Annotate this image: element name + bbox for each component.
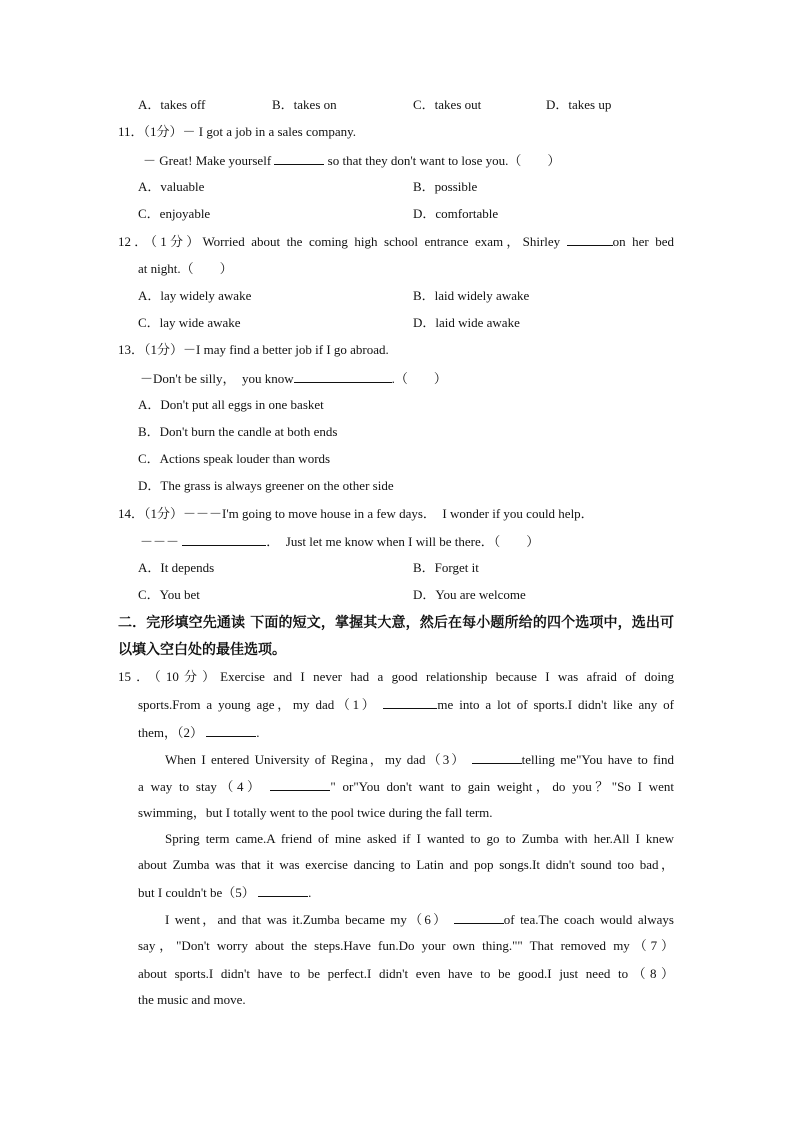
q11-option-a: A．valuable (138, 179, 205, 194)
q15-line-8: about Zumba was that it was exercise dancing to Latin and pop songs.It didn't sound too bad， (138, 857, 674, 872)
q10-option-c: C．takes out (413, 97, 482, 112)
q13-line2 (140, 370, 447, 387)
q11-option-d: D．comfortable (413, 206, 499, 221)
q15-line-1: 15．（10分）Exercise and I never had a good relationship because I was afraid of doing (118, 669, 674, 684)
answer-blank (383, 696, 437, 709)
q10-option-d: D．takes up (546, 97, 612, 112)
q14-option-a: A．It depends (138, 560, 215, 575)
answer-blank (274, 152, 324, 165)
q12-option-d: D．laid wide awake (413, 315, 520, 330)
q15-l3-pre: them，（2） (138, 725, 203, 740)
q15-line-13: the music and move. (138, 992, 246, 1007)
answer-blank (472, 751, 522, 764)
q15-l2-pre: sports.From a young age，my dad（1） (138, 697, 378, 712)
answer-blank (294, 370, 392, 383)
q13-option-a: A．Don't put all eggs in one basket (138, 397, 324, 412)
q15-l5-pre: a way to stay（4） (138, 779, 264, 794)
q15-l2-post: me into a lot of sports.I didn't like any of (437, 697, 674, 712)
q15-l9-pre: but I couldn't be（5） (138, 885, 255, 900)
answer-blank (567, 233, 613, 246)
q15-line-11: say，"Don't worry about the steps.Have fun.Do your own thing."" That removed my（7） (138, 938, 674, 953)
answer-blank (258, 884, 308, 897)
q12-stem-pre: 12．（1分）Worried about the coming high school entrance exam，Shirley (118, 234, 561, 249)
q11-stem: 11．（1分）－ I got a job in a sales company. (118, 124, 357, 139)
q15-l10-post: of tea.The coach would always (503, 912, 674, 927)
q15-line-6: swimming，but I totally went to the pool twice during the fall term. (138, 805, 493, 820)
q13-stem: 13．（1分）－I may find a better job if I go abroad. (118, 342, 389, 357)
q15-l3-post: . (256, 725, 260, 740)
q15-line-7: Spring term came.A friend of mine asked if I wanted to go to Zumba with her.All I knew (165, 831, 674, 846)
q15-line-10 (138, 911, 674, 928)
q15-line-3 (138, 724, 260, 741)
answer-blank (270, 778, 330, 791)
q13-line2-post: .（ ） (391, 371, 447, 386)
q10-option-a: A．takes off (138, 97, 206, 112)
q14-line2-pre: －－－ (140, 534, 180, 549)
q14-option-b: B．Forget it (413, 560, 479, 575)
q13-option-b: B．Don't burn the candle at both ends (138, 424, 338, 439)
q12-option-c: C．lay wide awake (138, 315, 241, 330)
q11-line2 (143, 152, 560, 169)
q15-line-9 (138, 884, 311, 901)
q11-line2-pre: － Great! Make yourself (143, 153, 272, 168)
q15-line-5 (138, 778, 674, 795)
q15-l10-pre: I went，and that was it.Zumba became my（6） (165, 912, 449, 927)
q15-l5-post: " or"You don't want to gain weight，do you？"So I went (330, 779, 675, 794)
answer-blank (182, 533, 266, 546)
section-heading: 二．完形填空先通读 下面的短文，掌握其大意，然后在每小题所给的四个选项中，选出可 (118, 615, 674, 631)
q11-option-b: B．possible (413, 179, 478, 194)
q14-line2-post: ． Just let me know when I will be there．（ ） (266, 534, 540, 549)
q15-line-12: about sports.I didn't have to be perfect.I didn't even have to be good.I just need to（8） (138, 966, 674, 981)
q12-option-a: A．lay widely awake (138, 288, 252, 303)
q15-l4-post: telling me"You have to find (521, 752, 675, 767)
q12-stem (118, 233, 674, 250)
q14-line2 (140, 533, 539, 550)
q15-l4-pre: When I entered University of Regina，my dad（3） (165, 752, 467, 767)
q10-option-b: B．takes on (272, 97, 337, 112)
answer-blank (454, 911, 504, 924)
q15-line-2 (138, 696, 674, 713)
q12-stem-post: on her bed (612, 234, 675, 249)
q11-line2-post: so that they don't want to lose you.（ ） (327, 153, 561, 168)
q14-option-c: C．You bet (138, 587, 200, 602)
q14-stem: 14．（1分）－－－I'm going to move house in a few days． I wonder if you could help． (118, 506, 594, 521)
q12-line2: at night.（ ） (138, 261, 233, 276)
q15-line-4 (138, 751, 674, 768)
section-heading-line2: 以填入空白处的最佳选项。 (118, 642, 286, 658)
q13-option-d: D．The grass is always greener on the other side (138, 478, 394, 493)
q13-line2-pre: －Don't be silly， you know (140, 371, 294, 386)
q14-option-d: D．You are welcome (413, 587, 526, 602)
q15-l9-post: . (308, 885, 312, 900)
answer-blank (206, 724, 256, 737)
q12-option-b: B．laid widely awake (413, 288, 530, 303)
q13-option-c: C．Actions speak louder than words (138, 451, 331, 466)
q11-option-c: C．enjoyable (138, 206, 211, 221)
